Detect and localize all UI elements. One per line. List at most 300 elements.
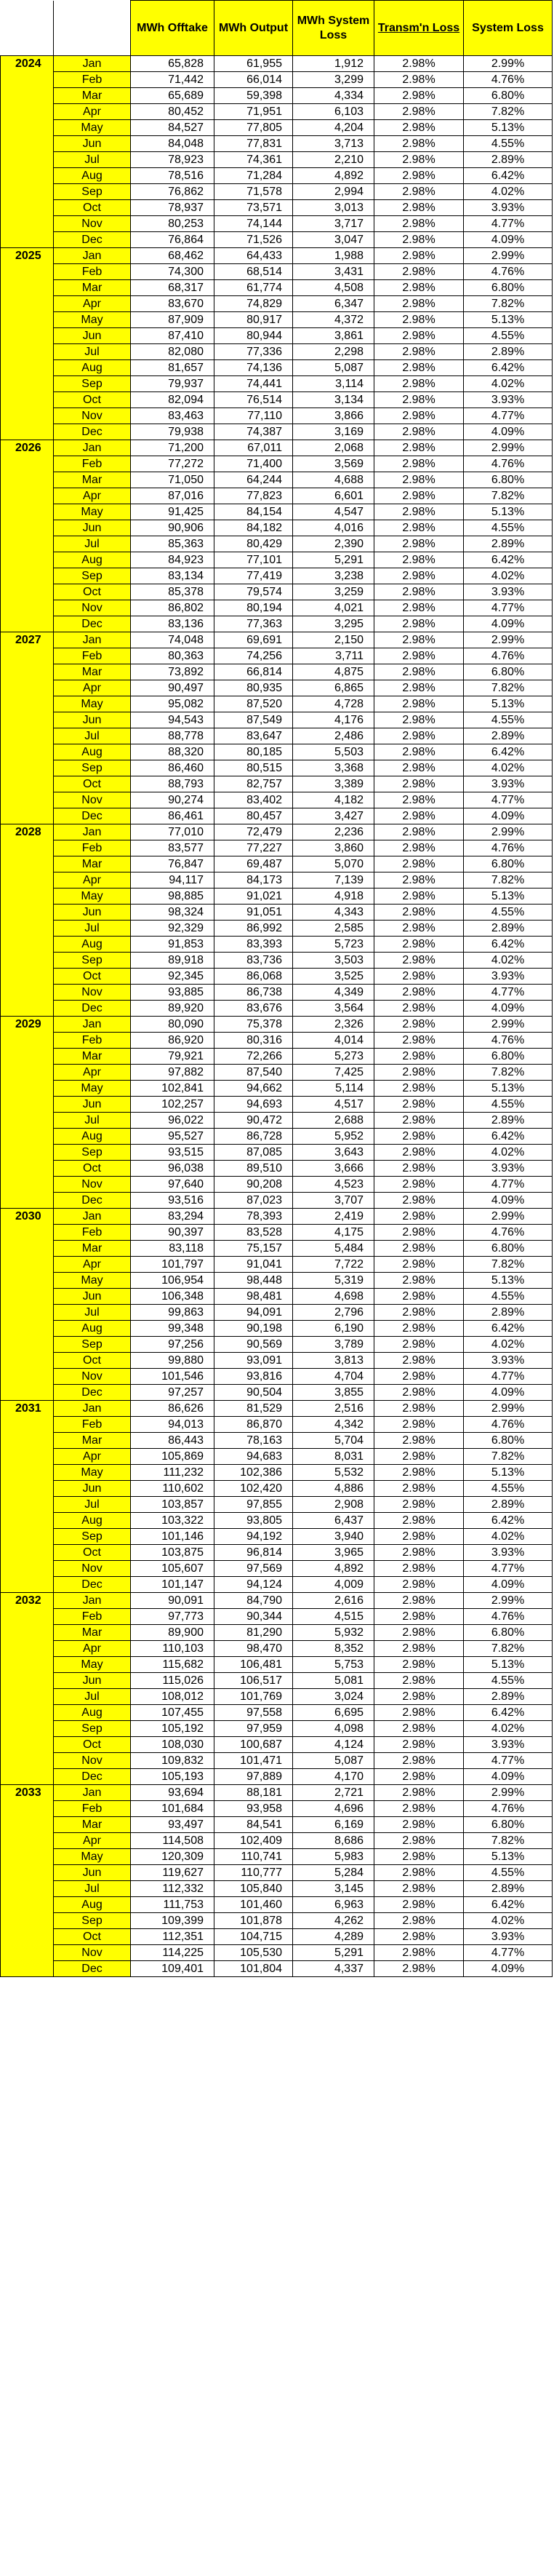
output-cell: 76,514 [214, 392, 293, 408]
table-row [1, 1593, 553, 1609]
month-cell: Oct [54, 969, 131, 985]
output-cell: 75,157 [214, 1241, 293, 1257]
transm-loss-cell: 2.98% [374, 1385, 464, 1401]
transm-loss-cell: 2.98% [374, 552, 464, 568]
transm-loss-cell: 2.98% [374, 1625, 464, 1641]
output-cell: 94,192 [214, 1529, 293, 1545]
system-loss-pct-cell: 2.99% [464, 248, 553, 264]
transm-loss-cell: 2.98% [374, 953, 464, 969]
month-cell: Jun [54, 1289, 131, 1305]
month-cell: Nov [54, 1177, 131, 1193]
month-cell: Oct [54, 776, 131, 792]
system-loss-pct-cell: 4.09% [464, 808, 553, 824]
system-loss-mwh-cell: 5,284 [293, 1865, 374, 1881]
system-loss-mwh-cell: 6,347 [293, 296, 374, 312]
month-cell: Jan [54, 1593, 131, 1609]
system-loss-mwh-cell: 2,236 [293, 824, 374, 840]
table-row [1, 840, 553, 856]
system-loss-mwh-cell: 3,711 [293, 648, 374, 664]
system-loss-pct-cell: 5.13% [464, 1273, 553, 1289]
transm-loss-cell: 2.98% [374, 472, 464, 488]
month-cell: Jul [54, 728, 131, 744]
month-cell: May [54, 1657, 131, 1673]
month-cell: Jul [54, 152, 131, 168]
month-cell: Mar [54, 88, 131, 104]
system-loss-pct-cell: 4.77% [464, 1177, 553, 1193]
system-loss-pct-cell: 3.93% [464, 776, 553, 792]
system-loss-pct-cell: 4.77% [464, 216, 553, 232]
transm-loss-cell: 2.98% [374, 1753, 464, 1769]
table-row [1, 1497, 553, 1513]
month-cell: Jul [54, 1113, 131, 1129]
transm-loss-cell: 2.98% [374, 1305, 464, 1321]
offtake-cell: 99,880 [131, 1353, 214, 1369]
table-row [1, 1257, 553, 1273]
transm-loss-cell: 2.98% [374, 1737, 464, 1753]
system-loss-pct-cell: 5.13% [464, 889, 553, 905]
year-cell: 2031 [1, 1401, 54, 1593]
transm-loss-cell: 2.98% [374, 1097, 464, 1113]
offtake-cell: 103,322 [131, 1513, 214, 1529]
month-cell: Jun [54, 1865, 131, 1881]
system-loss-pct-cell: 4.55% [464, 1289, 553, 1305]
month-cell: Jun [54, 1097, 131, 1113]
month-cell: Jan [54, 1209, 131, 1225]
system-loss-mwh-cell: 3,860 [293, 840, 374, 856]
month-cell: Jul [54, 1305, 131, 1321]
transm-loss-cell: 2.98% [374, 56, 464, 72]
transm-loss-cell: 2.98% [374, 632, 464, 648]
system-loss-mwh-cell: 4,337 [293, 1961, 374, 1977]
system-loss-pct-cell: 6.80% [464, 1433, 553, 1449]
system-loss-pct-cell: 4.02% [464, 1721, 553, 1737]
offtake-cell: 101,146 [131, 1529, 214, 1545]
month-cell: Sep [54, 1337, 131, 1353]
transm-loss-cell: 2.98% [374, 248, 464, 264]
month-cell: Jun [54, 1481, 131, 1497]
month-cell: Sep [54, 1721, 131, 1737]
year-cell: 2029 [1, 1017, 54, 1209]
output-cell: 72,266 [214, 1049, 293, 1065]
transm-loss-cell: 2.98% [374, 905, 464, 921]
output-cell: 80,185 [214, 744, 293, 760]
month-cell: Jul [54, 1881, 131, 1897]
output-cell: 97,855 [214, 1497, 293, 1513]
offtake-cell: 87,016 [131, 488, 214, 504]
offtake-cell: 78,937 [131, 200, 214, 216]
month-cell: Feb [54, 1417, 131, 1433]
system-loss-pct-cell: 4.77% [464, 1561, 553, 1577]
system-loss-pct-cell: 6.42% [464, 1321, 553, 1337]
month-cell: Mar [54, 1817, 131, 1833]
system-loss-pct-cell: 4.77% [464, 985, 553, 1001]
system-loss-mwh-cell: 5,319 [293, 1273, 374, 1289]
month-cell: May [54, 120, 131, 136]
output-cell: 91,021 [214, 889, 293, 905]
transm-loss-cell: 2.98% [374, 1033, 464, 1049]
month-cell: Oct [54, 1737, 131, 1753]
offtake-cell: 65,828 [131, 56, 214, 72]
offtake-cell: 110,602 [131, 1481, 214, 1497]
offtake-cell: 103,857 [131, 1497, 214, 1513]
output-cell: 77,363 [214, 616, 293, 632]
system-loss-pct-cell: 2.99% [464, 1017, 553, 1033]
system-loss-pct-cell: 4.77% [464, 792, 553, 808]
system-loss-mwh-cell: 6,963 [293, 1897, 374, 1913]
system-loss-pct-cell: 4.76% [464, 72, 553, 88]
output-cell: 84,541 [214, 1817, 293, 1833]
system-loss-mwh-cell: 7,139 [293, 872, 374, 889]
table-row [1, 1561, 553, 1577]
month-cell: Jan [54, 1017, 131, 1033]
table-row [1, 889, 553, 905]
offtake-cell: 89,920 [131, 1001, 214, 1017]
month-cell: Jan [54, 1401, 131, 1417]
table-row [1, 760, 553, 776]
offtake-cell: 92,329 [131, 921, 214, 937]
output-cell: 80,935 [214, 680, 293, 696]
output-cell: 78,163 [214, 1433, 293, 1449]
system-loss-mwh-cell: 4,372 [293, 312, 374, 328]
table-row [1, 824, 553, 840]
output-cell: 93,816 [214, 1369, 293, 1385]
system-loss-mwh-cell: 4,289 [293, 1929, 374, 1945]
offtake-cell: 101,546 [131, 1369, 214, 1385]
system-loss-pct-cell: 7.82% [464, 1833, 553, 1849]
system-loss-pct-cell: 4.09% [464, 616, 553, 632]
system-loss-mwh-cell: 3,013 [293, 200, 374, 216]
transm-loss-cell: 2.98% [374, 889, 464, 905]
system-loss-pct-cell: 4.76% [464, 1225, 553, 1241]
system-loss-pct-cell: 5.13% [464, 504, 553, 520]
offtake-cell: 83,118 [131, 1241, 214, 1257]
output-cell: 90,569 [214, 1337, 293, 1353]
month-cell: Aug [54, 552, 131, 568]
output-cell: 101,878 [214, 1913, 293, 1929]
month-cell: Dec [54, 232, 131, 248]
output-cell: 74,144 [214, 216, 293, 232]
system-loss-mwh-cell: 8,352 [293, 1641, 374, 1657]
month-cell: Mar [54, 1433, 131, 1449]
transm-loss-cell: 2.98% [374, 600, 464, 616]
system-loss-mwh-cell: 5,114 [293, 1081, 374, 1097]
offtake-cell: 84,923 [131, 552, 214, 568]
table-row [1, 937, 553, 953]
year-cell: 2033 [1, 1785, 54, 1977]
system-loss-pct-cell: 7.82% [464, 680, 553, 696]
system-loss-mwh-cell: 3,114 [293, 376, 374, 392]
output-cell: 73,571 [214, 200, 293, 216]
system-loss-mwh-cell: 6,103 [293, 104, 374, 120]
output-cell: 80,944 [214, 328, 293, 344]
table-row [1, 1737, 553, 1753]
offtake-cell: 101,684 [131, 1801, 214, 1817]
transm-loss-cell: 2.98% [374, 1289, 464, 1305]
system-loss-pct-cell: 7.82% [464, 1641, 553, 1657]
month-cell: Apr [54, 1833, 131, 1849]
month-cell: Jul [54, 921, 131, 937]
transm-loss-cell: 2.98% [374, 1433, 464, 1449]
transm-loss-cell: 2.98% [374, 1481, 464, 1497]
output-cell: 77,227 [214, 840, 293, 856]
month-cell: Sep [54, 953, 131, 969]
output-cell: 74,829 [214, 296, 293, 312]
transm-loss-cell: 2.98% [374, 985, 464, 1001]
system-loss-mwh-cell: 4,515 [293, 1609, 374, 1625]
system-loss-mwh-cell: 3,259 [293, 584, 374, 600]
system-loss-pct-cell: 5.13% [464, 1465, 553, 1481]
output-cell: 110,777 [214, 1865, 293, 1881]
transm-loss-cell: 2.98% [374, 88, 464, 104]
month-cell: Apr [54, 1065, 131, 1081]
transm-loss-cell: 2.98% [374, 136, 464, 152]
transm-loss-cell: 2.98% [374, 1497, 464, 1513]
output-cell: 74,256 [214, 648, 293, 664]
month-cell: Jul [54, 1497, 131, 1513]
offtake-cell: 84,527 [131, 120, 214, 136]
transm-loss-cell: 2.98% [374, 1609, 464, 1625]
transm-loss-cell: 2.98% [374, 1513, 464, 1529]
offtake-cell: 71,200 [131, 440, 214, 456]
table-row [1, 1081, 553, 1097]
output-cell: 90,504 [214, 1385, 293, 1401]
offtake-cell: 99,348 [131, 1321, 214, 1337]
system-loss-pct-cell: 2.89% [464, 1305, 553, 1321]
transm-loss-cell: 2.98% [374, 456, 464, 472]
offtake-cell: 83,294 [131, 1209, 214, 1225]
output-cell: 66,014 [214, 72, 293, 88]
output-cell: 83,647 [214, 728, 293, 744]
transm-loss-cell: 2.98% [374, 504, 464, 520]
transm-loss-cell: 2.98% [374, 1161, 464, 1177]
table-row [1, 1417, 553, 1433]
system-loss-pct-cell: 7.82% [464, 872, 553, 889]
transm-loss-cell: 2.98% [374, 776, 464, 792]
table-row [1, 712, 553, 728]
system-loss-mwh-cell: 5,704 [293, 1433, 374, 1449]
system-loss-mwh-cell: 4,262 [293, 1913, 374, 1929]
month-cell: Jan [54, 248, 131, 264]
system-loss-pct-cell: 4.09% [464, 1385, 553, 1401]
table-row [1, 872, 553, 889]
output-cell: 105,530 [214, 1945, 293, 1961]
year-cell: 2028 [1, 824, 54, 1017]
offtake-cell: 90,497 [131, 680, 214, 696]
month-cell: Dec [54, 616, 131, 632]
system-loss-mwh-cell: 5,484 [293, 1241, 374, 1257]
offtake-cell: 97,257 [131, 1385, 214, 1401]
table-row [1, 584, 553, 600]
table-row [1, 1721, 553, 1737]
system-loss-mwh-cell: 3,666 [293, 1161, 374, 1177]
system-loss-mwh-cell: 3,813 [293, 1353, 374, 1369]
system-loss-pct-cell: 4.09% [464, 1577, 553, 1593]
year-cell: 2032 [1, 1593, 54, 1785]
offtake-cell: 77,010 [131, 824, 214, 840]
month-cell: Aug [54, 1129, 131, 1145]
transm-loss-cell: 2.98% [374, 1545, 464, 1561]
system-loss-pct-cell: 3.93% [464, 1929, 553, 1945]
offtake-cell: 79,921 [131, 1049, 214, 1065]
output-cell: 94,662 [214, 1081, 293, 1097]
output-cell: 71,526 [214, 232, 293, 248]
month-cell: Jan [54, 1785, 131, 1801]
output-cell: 71,284 [214, 168, 293, 184]
table-row [1, 136, 553, 152]
header-system-loss-mwh: MWh System Loss [293, 1, 374, 56]
transm-loss-cell: 2.98% [374, 969, 464, 985]
table-row [1, 1001, 553, 1017]
month-cell: Mar [54, 1049, 131, 1065]
system-loss-pct-cell: 2.99% [464, 1593, 553, 1609]
output-cell: 101,769 [214, 1689, 293, 1705]
output-cell: 80,457 [214, 808, 293, 824]
system-loss-pct-cell: 3.93% [464, 969, 553, 985]
month-cell: Oct [54, 1929, 131, 1945]
month-cell: Jul [54, 344, 131, 360]
system-loss-mwh-cell: 3,861 [293, 328, 374, 344]
offtake-cell: 105,607 [131, 1561, 214, 1577]
table-row [1, 184, 553, 200]
system-loss-pct-cell: 2.89% [464, 921, 553, 937]
system-loss-mwh-cell: 6,601 [293, 488, 374, 504]
offtake-cell: 84,048 [131, 136, 214, 152]
system-loss-mwh-cell: 6,437 [293, 1513, 374, 1529]
system-loss-mwh-cell: 4,892 [293, 168, 374, 184]
month-cell: Jul [54, 536, 131, 552]
transm-loss-cell: 2.98% [374, 1897, 464, 1913]
transm-loss-cell: 2.98% [374, 1241, 464, 1257]
system-loss-mwh-cell: 3,569 [293, 456, 374, 472]
system-loss-pct-cell: 2.99% [464, 1785, 553, 1801]
system-loss-pct-cell: 4.76% [464, 1033, 553, 1049]
output-cell: 71,400 [214, 456, 293, 472]
month-cell: Jun [54, 136, 131, 152]
system-loss-mwh-cell: 1,912 [293, 56, 374, 72]
offtake-cell: 95,082 [131, 696, 214, 712]
output-cell: 77,831 [214, 136, 293, 152]
output-cell: 94,124 [214, 1577, 293, 1593]
system-loss-mwh-cell: 2,516 [293, 1401, 374, 1417]
system-loss-mwh-cell: 5,753 [293, 1657, 374, 1673]
system-loss-pct-cell: 6.80% [464, 1625, 553, 1641]
table-row [1, 1897, 553, 1913]
offtake-cell: 79,937 [131, 376, 214, 392]
offtake-cell: 112,351 [131, 1929, 214, 1945]
output-cell: 101,460 [214, 1897, 293, 1913]
table-row [1, 1641, 553, 1657]
table-row [1, 1337, 553, 1353]
system-loss-pct-cell: 2.89% [464, 344, 553, 360]
system-loss-pct-cell: 5.13% [464, 312, 553, 328]
month-cell: May [54, 1465, 131, 1481]
table-row [1, 1289, 553, 1305]
system-loss-mwh-cell: 3,299 [293, 72, 374, 88]
month-cell: Nov [54, 1945, 131, 1961]
transm-loss-cell: 2.98% [374, 728, 464, 744]
month-cell: Oct [54, 1545, 131, 1561]
table-row [1, 1689, 553, 1705]
transm-loss-cell: 2.98% [374, 1113, 464, 1129]
month-cell: Aug [54, 1897, 131, 1913]
table-row [1, 1097, 553, 1113]
output-cell: 81,290 [214, 1625, 293, 1641]
system-loss-mwh-cell: 2,298 [293, 344, 374, 360]
system-loss-pct-cell: 6.42% [464, 360, 553, 376]
offtake-cell: 85,363 [131, 536, 214, 552]
system-loss-mwh-cell: 2,688 [293, 1113, 374, 1129]
offtake-cell: 73,892 [131, 664, 214, 680]
output-cell: 90,344 [214, 1609, 293, 1625]
system-loss-pct-cell: 4.55% [464, 1673, 553, 1689]
offtake-cell: 115,682 [131, 1657, 214, 1673]
system-loss-pct-cell: 6.80% [464, 1049, 553, 1065]
month-cell: Jul [54, 1689, 131, 1705]
output-cell: 78,393 [214, 1209, 293, 1225]
system-loss-pct-cell: 4.76% [464, 264, 553, 280]
system-loss-pct-cell: 6.42% [464, 1129, 553, 1145]
output-cell: 84,790 [214, 1593, 293, 1609]
offtake-cell: 119,627 [131, 1865, 214, 1881]
table-row [1, 1273, 553, 1289]
system-loss-pct-cell: 6.42% [464, 168, 553, 184]
output-cell: 69,487 [214, 856, 293, 872]
system-loss-pct-cell: 4.77% [464, 1369, 553, 1385]
month-cell: Dec [54, 1961, 131, 1977]
table-row [1, 632, 553, 648]
output-cell: 84,182 [214, 520, 293, 536]
system-loss-pct-cell: 2.89% [464, 728, 553, 744]
output-cell: 93,958 [214, 1801, 293, 1817]
system-loss-pct-cell: 5.13% [464, 1849, 553, 1865]
system-loss-mwh-cell: 3,368 [293, 760, 374, 776]
offtake-cell: 109,399 [131, 1913, 214, 1929]
month-cell: Feb [54, 1225, 131, 1241]
table-row [1, 808, 553, 824]
table-row [1, 1305, 553, 1321]
month-cell: Aug [54, 1321, 131, 1337]
table-row [1, 905, 553, 921]
system-loss-mwh-cell: 3,295 [293, 616, 374, 632]
system-loss-pct-cell: 4.09% [464, 232, 553, 248]
system-loss-pct-cell: 2.89% [464, 536, 553, 552]
month-cell: Nov [54, 600, 131, 616]
offtake-cell: 77,272 [131, 456, 214, 472]
transm-loss-cell: 2.98% [374, 1577, 464, 1593]
year-cell: 2030 [1, 1209, 54, 1401]
offtake-cell: 80,253 [131, 216, 214, 232]
transm-loss-cell: 2.98% [374, 392, 464, 408]
system-loss-mwh-cell: 2,390 [293, 536, 374, 552]
system-loss-pct-cell: 3.93% [464, 1545, 553, 1561]
system-loss-pct-cell: 2.89% [464, 1689, 553, 1705]
table-row [1, 1401, 553, 1417]
transm-loss-cell: 2.98% [374, 312, 464, 328]
offtake-cell: 96,038 [131, 1161, 214, 1177]
transm-loss-cell: 2.98% [374, 376, 464, 392]
month-cell: Mar [54, 664, 131, 680]
output-cell: 91,041 [214, 1257, 293, 1273]
output-cell: 106,517 [214, 1673, 293, 1689]
table-header [1, 1, 553, 56]
offtake-cell: 120,309 [131, 1849, 214, 1865]
offtake-cell: 115,026 [131, 1673, 214, 1689]
transm-loss-cell: 2.98% [374, 1641, 464, 1657]
table-row [1, 600, 553, 616]
output-cell: 64,433 [214, 248, 293, 264]
system-loss-pct-cell: 4.76% [464, 1609, 553, 1625]
table-row [1, 568, 553, 584]
